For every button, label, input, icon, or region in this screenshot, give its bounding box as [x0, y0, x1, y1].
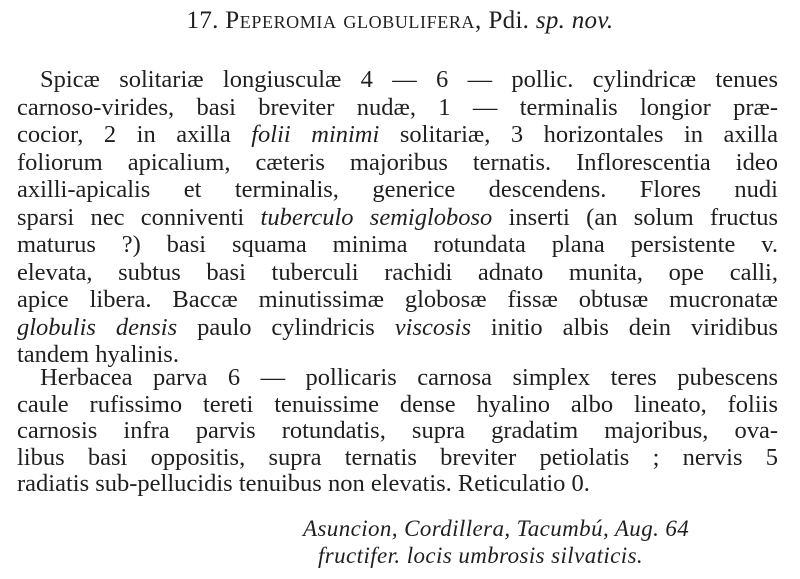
text-line	[17, 470, 590, 498]
text-run: foliorum apicalium, cæteris majoribus ternatis. Inflorescentia ideo	[17, 148, 778, 176]
text-run: Spicæ solitariæ longiusculæ 4 — 6 — pollic. cylindricæ tenues	[40, 66, 778, 93]
text-line	[17, 94, 778, 122]
collection-note: fructifer. locis umbrosis silvaticis.	[318, 543, 644, 568]
species-name: Peperomia globulifera,	[225, 7, 482, 34]
text-run: libus basi oppositis, supra ternatis breviter petiolatis ; nervis 5	[17, 443, 778, 471]
text-line	[17, 417, 778, 445]
text-line	[17, 121, 778, 149]
text-line	[17, 259, 778, 287]
species-note: sp. nov.	[535, 7, 614, 34]
text-line	[17, 149, 778, 177]
text-run: apice libera. Baccæ minutissimæ globosæ fissæ obtusæ mucronatæ	[17, 286, 778, 313]
text-run: Herbacea parva 6 — pollicaris carnosa simplex teres pubescens	[40, 364, 778, 391]
text-line	[17, 286, 778, 314]
species-author: Pdi.	[488, 7, 530, 34]
text-line	[17, 231, 778, 259]
text-run: tandem hyalinis.	[17, 341, 179, 368]
italic-run: folii minimi	[251, 121, 380, 148]
text-line	[17, 204, 778, 232]
text-run: radiatis sub-pellucidis tenuibus non elevatis. Reticulatio 0.	[17, 470, 590, 497]
text-run: caule rufissimo tereti tenuissime dense hyalino albo lineato, foliis	[17, 390, 778, 418]
text-run: inserti (an solum fructus	[492, 203, 778, 231]
italic-run: viscosis	[394, 313, 471, 341]
text-run: carnoso-virides, basi breviter nudæ, 1 — terminalis longior præ-	[17, 93, 778, 121]
text-line	[17, 444, 778, 472]
text-run: sparsi nec conniventi	[17, 203, 261, 231]
text-line	[40, 66, 778, 94]
locality-line: Asuncion, Cordillera, Tacumbú, Aug. 64	[303, 516, 690, 541]
text-run: maturus ?) basi squama minima rotundata plana persistente v.	[17, 231, 778, 258]
species-heading	[0, 6, 800, 36]
species-number: 17.	[186, 7, 219, 34]
text-run: elevata, subtus basi tuberculi rachidi adnato munita, ope calli,	[17, 258, 778, 286]
text-run: cocior, 2 in axilla	[17, 121, 252, 148]
text-line	[40, 364, 778, 392]
italic-run: globulis densis	[17, 313, 178, 341]
text-line	[17, 314, 778, 342]
text-line	[17, 391, 778, 419]
italic-run: tuberculo semigloboso	[260, 203, 493, 231]
text-run: carnosis infra parvis rotundatis, supra gradatim majoribus, ova-	[17, 417, 778, 444]
text-run: paulo cylindricis	[177, 313, 395, 341]
text-run: axilli-apicalis et terminalis, generice descendens. Flores nudi	[17, 176, 778, 203]
text-run: initio albis dein viridibus	[471, 313, 778, 341]
text-run: solitariæ, 3 horizontales in axilla	[379, 121, 778, 148]
text-line	[17, 176, 778, 204]
